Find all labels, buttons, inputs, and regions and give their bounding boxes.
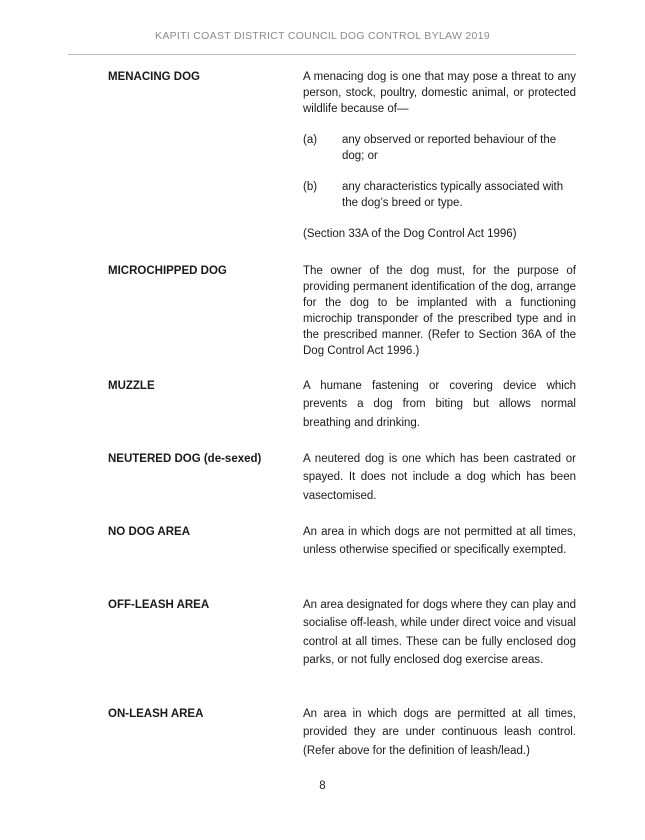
list-item [303, 179, 576, 211]
definition-no-dog-area [303, 523, 576, 560]
definition-text: The owner of the dog must, for the purpose of providing permanent identification of the dog, arrange for the dog to be implanted with a functioning microchip transponder of the prescribed type and in the prescribed manner. (Refer to Section 36A of the Dog Control Act 1996.) [303, 265, 576, 357]
term-menacing-dog: MENACING DOG [108, 71, 200, 83]
list-item-label: (b) [303, 181, 318, 193]
running-header: KAPITI COAST DISTRICT COUNCIL DOG CONTROL BYLAW 2019 [155, 30, 490, 42]
definition-off-leash-area [303, 596, 576, 669]
list-item-text: any observed or reported behaviour of the dog; or [342, 134, 557, 162]
definition-text: A humane fastening or covering device which prevents a dog from biting but allows normal breathing and drinking. [303, 380, 576, 429]
citation: (Section 33A of the Dog Control Act 1996) [303, 228, 517, 240]
definition-text: A menacing dog is one that may pose a threat to any person, stock, poultry, domestic animal, or protected wildlife because of— [303, 71, 576, 115]
term-no-dog-area: NO DOG AREA [108, 526, 190, 538]
definition-menacing-dog [303, 69, 576, 242]
term-muzzle: MUZZLE [108, 380, 155, 392]
term-on-leash-area: ON-LEASH AREA [108, 708, 204, 720]
term-microchipped-dog: MICROCHIPPED DOG [108, 265, 227, 277]
definition-text: A neutered dog is one which has been castrated or spayed. It does not include a dog which has been vasectomised. [303, 453, 576, 502]
page-number: 8 [319, 780, 326, 792]
term-off-leash-area: OFF-LEASH AREA [108, 599, 210, 611]
definition-microchipped-dog [303, 263, 576, 359]
definition-neutered-dog [303, 450, 576, 505]
header-divider [68, 54, 576, 55]
term-neutered-dog: NEUTERED DOG (de-sexed) [108, 453, 262, 465]
list-item [303, 132, 576, 164]
definition-muzzle [303, 377, 576, 432]
definition-on-leash-area [303, 705, 576, 760]
list-item-text: any characteristics typically associated with the dog’s breed or type. [342, 181, 564, 209]
definition-text: An area in which dogs are not permitted at all times, unless otherwise specified or specifically exempted. [303, 526, 576, 557]
list-item-label: (a) [303, 134, 318, 146]
definition-text: An area in which dogs are permitted at all times, provided they are under continuous leash control. (Refer above for the definition of leash/lead.) [303, 708, 576, 757]
definition-text: An area designated for dogs where they can play and socialise off-leash, while under direct voice and visual control at all times. These can be fully enclosed dog parks, or not fully enclosed dog exercise areas. [303, 599, 576, 666]
